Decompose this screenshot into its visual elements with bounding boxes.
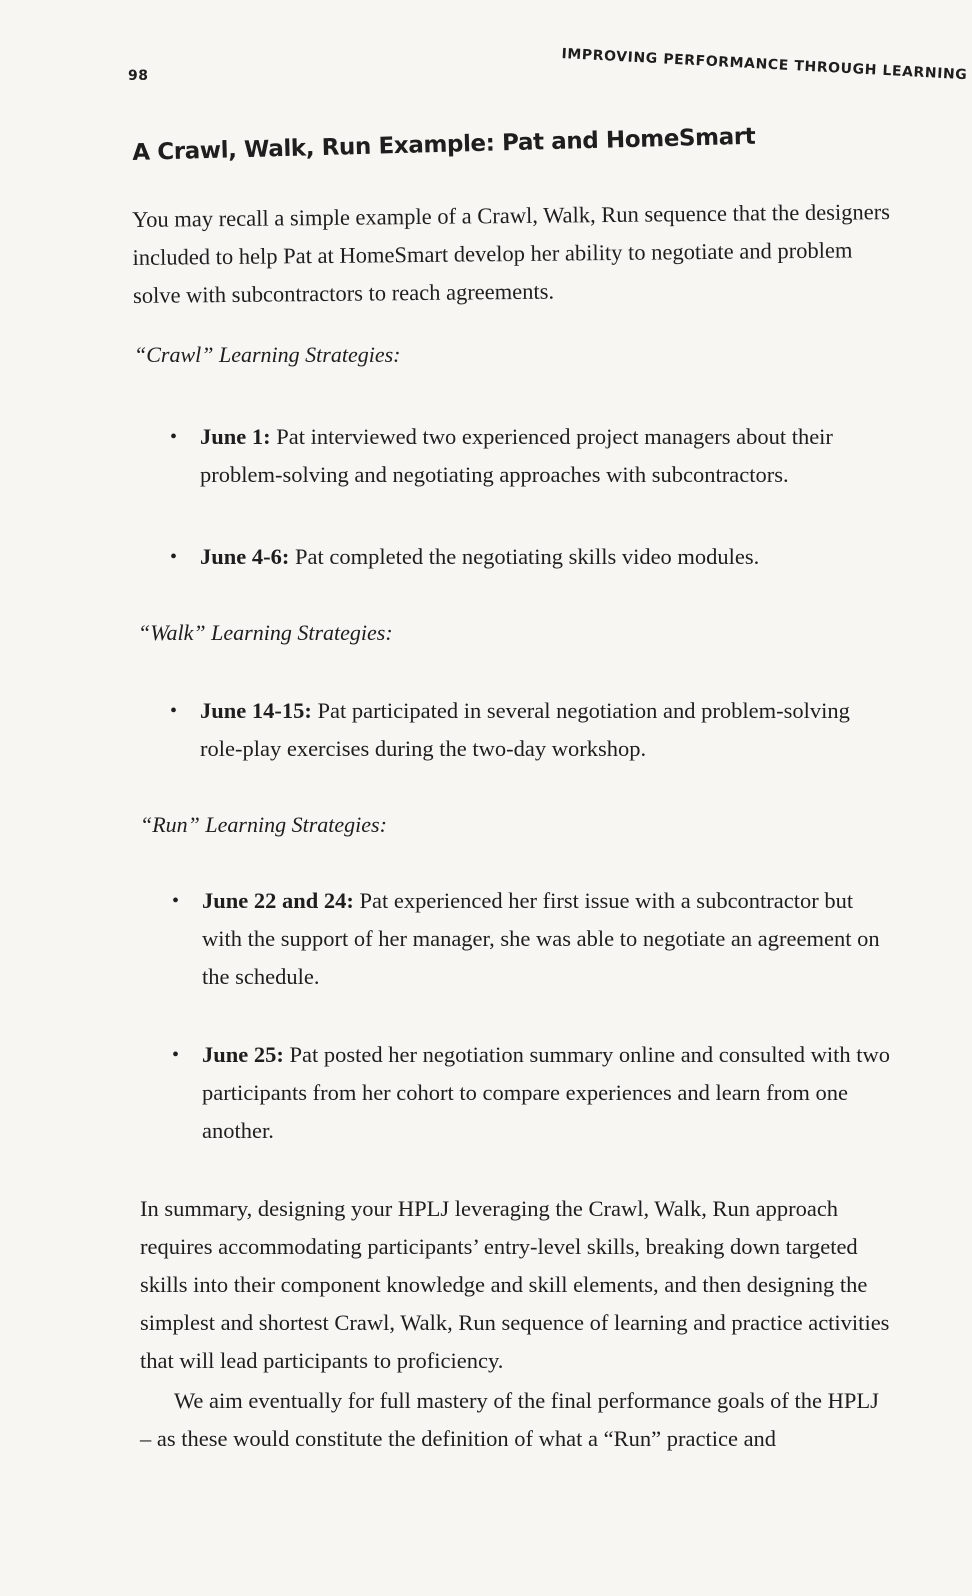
crawl-list	[170, 418, 892, 576]
item-date: June 14-15:	[200, 698, 312, 723]
item-text: Pat participated in several negotiation and problem-solving role-play exercises during the two-day workshop.	[200, 698, 850, 761]
running-head: IMPROVING PERFORMANCE THROUGH LEARNING	[561, 46, 968, 84]
item-date: June 4-6:	[200, 544, 290, 569]
item-date: June 25:	[202, 1042, 284, 1067]
run-list	[172, 882, 892, 1150]
list-item	[170, 418, 892, 494]
item-text: Pat completed the negotiating skills video modules.	[289, 544, 760, 569]
item-text: Pat interviewed two experienced project managers about their problem-solving and negotiating approaches with subcontractors.	[200, 424, 833, 487]
walk-strategies-title: “Walk” Learning Strategies:	[138, 620, 393, 645]
summary-paragraph: In summary, designing your HPLJ leveraging the Crawl, Walk, Run approach requires accommodating participants’ entry-level skills, breaking down targeted skills into their component knowledge and skill elements, and then designing the simplest and shortest Crawl, Walk, Run sequence of learning and practice activities that will lead participants to proficiency.	[140, 1196, 890, 1373]
bullet-icon: •	[170, 426, 178, 448]
page-number: 98	[128, 68, 149, 84]
section-heading: A Crawl, Walk, Run Example: Pat and HomeSmart	[132, 123, 756, 166]
list-item	[170, 538, 892, 576]
bullet-icon: •	[170, 546, 178, 568]
list-item	[170, 692, 892, 768]
list-item	[172, 882, 892, 996]
run-strategies-title: “Run” Learning Strategies:	[140, 812, 387, 837]
aim-paragraph: We aim eventually for full mastery of the final performance goals of the HPLJ – as these would constitute the definition of what a “Run” practice and	[140, 1388, 879, 1451]
list-item	[172, 1036, 892, 1150]
bullet-icon: •	[172, 890, 180, 912]
item-text: Pat posted her negotiation summary online and consulted with two participants from her cohort to compare experiences and learn from one another.	[202, 1042, 891, 1143]
item-text: Pat experienced her first issue with a subcontractor but with the support of her manager, she was able to negotiate an agreement on the schedule.	[202, 888, 880, 989]
crawl-strategies-title: “Crawl” Learning Strategies:	[134, 342, 401, 367]
intro-paragraph: You may recall a simple example of a Crawl, Walk, Run sequence that the designers included to help Pat at HomeSmart develop her ability to negotiate and problem solve with subcontractors to reach agreements.	[132, 198, 891, 308]
bullet-icon: •	[172, 1044, 180, 1066]
walk-list	[170, 692, 892, 768]
item-date: June 22 and 24:	[202, 888, 354, 913]
bullet-icon: •	[170, 700, 178, 722]
item-date: June 1:	[200, 424, 271, 449]
